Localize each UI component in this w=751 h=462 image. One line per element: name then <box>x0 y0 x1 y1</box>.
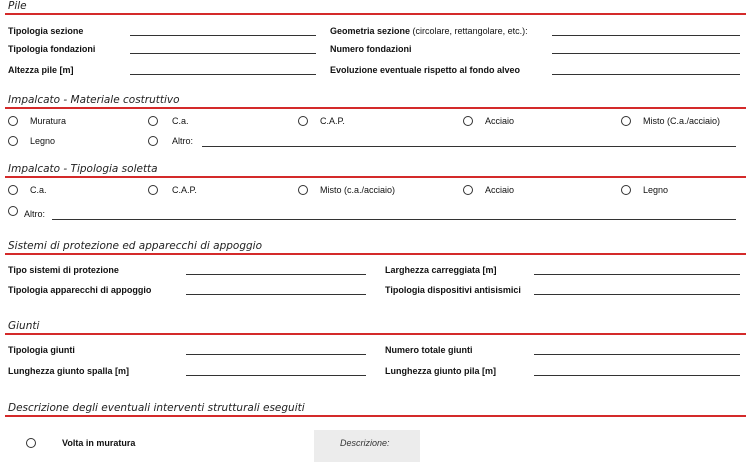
section-title-pile: Pile <box>8 0 27 12</box>
geometria-sezione-label-text: Geometria sezione <box>330 26 411 36</box>
soletta-ca-label: C.a. <box>30 185 47 195</box>
section-divider <box>5 415 746 417</box>
lunghezza-pila-label: Lunghezza giunto pila [m] <box>385 366 496 376</box>
geometria-sezione-label <box>330 26 528 36</box>
section-title-protezione: Sistemi di protezione ed apparecchi di appoggio <box>8 240 262 252</box>
option-legno-label: Legno <box>30 136 56 146</box>
soletta-altro-label: Altro: <box>24 209 46 219</box>
soletta-legno-label: Legno <box>643 185 669 195</box>
radio-cap[interactable] <box>298 116 308 126</box>
tipologia-sezione-field[interactable] <box>130 35 316 36</box>
option-muratura-label: Muratura <box>30 116 67 126</box>
radio-soletta-cap[interactable] <box>148 185 158 195</box>
larghezza-label: Larghezza carreggiata [m] <box>385 265 497 275</box>
descrizione-label: Descrizione: <box>340 438 390 448</box>
soletta-acciaio-label: Acciaio <box>485 185 515 195</box>
option-cap-label: C.A.P. <box>320 116 345 126</box>
altro-materiale-field[interactable] <box>202 146 736 147</box>
dispositivi-field[interactable] <box>534 294 740 295</box>
tipologia-fondazioni-field[interactable] <box>130 53 316 54</box>
numero-totale-field[interactable] <box>534 354 740 355</box>
tipologia-sezione-label: Tipologia sezione <box>8 26 84 36</box>
tipologia-fondazioni-label: Tipologia fondazioni <box>8 44 96 54</box>
section-title-materiale: Impalcato - Materiale costruttivo <box>8 94 180 106</box>
tipologia-apparecchi-field[interactable] <box>186 294 366 295</box>
radio-misto[interactable] <box>621 116 631 126</box>
geometria-sezione-note: (circolare, rettangolare, etc.): <box>412 26 528 36</box>
section-title-interventi: Descrizione degli eventuali interventi strutturali eseguiti <box>8 402 305 414</box>
lunghezza-spalla-field[interactable] <box>186 375 366 376</box>
altro-soletta-field[interactable] <box>52 219 736 220</box>
radio-soletta-acciaio[interactable] <box>463 185 473 195</box>
section-divider <box>5 13 746 15</box>
tipologia-apparecchi-label: Tipologia apparecchi di appoggio <box>8 285 152 295</box>
radio-soletta-misto[interactable] <box>298 185 308 195</box>
radio-altro[interactable] <box>148 136 158 146</box>
tipo-sistemi-label: Tipo sistemi di protezione <box>8 265 119 275</box>
dispositivi-label: Tipologia dispositivi antisismici <box>385 285 521 295</box>
section-divider <box>5 333 746 335</box>
soletta-misto-label: Misto (c.a./acciaio) <box>320 185 396 195</box>
section-divider <box>5 176 746 178</box>
section-title-giunti: Giunti <box>8 320 40 332</box>
lunghezza-pila-field[interactable] <box>534 375 740 376</box>
radio-muratura[interactable] <box>8 116 18 126</box>
radio-volta-muratura[interactable] <box>26 438 36 448</box>
radio-ca[interactable] <box>148 116 158 126</box>
section-title-soletta: Impalcato - Tipologia soletta <box>8 163 158 175</box>
option-ca-label: C.a. <box>172 116 189 126</box>
evoluzione-label: Evoluzione eventuale rispetto al fondo alveo <box>330 65 521 75</box>
geometria-sezione-field[interactable] <box>552 35 740 36</box>
radio-soletta-ca[interactable] <box>8 185 18 195</box>
section-divider <box>5 107 746 109</box>
radio-soletta-legno[interactable] <box>621 185 631 195</box>
radio-legno[interactable] <box>8 136 18 146</box>
tipologia-giunti-label: Tipologia giunti <box>8 345 75 355</box>
tipo-sistemi-field[interactable] <box>186 274 366 275</box>
numero-totale-label: Numero totale giunti <box>385 345 473 355</box>
numero-fondazioni-field[interactable] <box>552 53 740 54</box>
altezza-pile-label: Altezza pile [m] <box>8 65 74 75</box>
altezza-pile-field[interactable] <box>130 74 316 75</box>
radio-soletta-altro[interactable] <box>8 206 18 216</box>
option-altro-label: Altro: <box>172 136 194 146</box>
evoluzione-field[interactable] <box>552 74 740 75</box>
larghezza-field[interactable] <box>534 274 740 275</box>
volta-muratura-label: Volta in muratura <box>62 438 136 448</box>
soletta-cap-label: C.A.P. <box>172 185 197 195</box>
option-misto-label: Misto (C.a./acciaio) <box>643 116 721 126</box>
section-divider <box>5 253 746 255</box>
tipologia-giunti-field[interactable] <box>186 354 366 355</box>
radio-acciaio[interactable] <box>463 116 473 126</box>
lunghezza-spalla-label: Lunghezza giunto spalla [m] <box>8 366 129 376</box>
option-acciaio-label: Acciaio <box>485 116 515 126</box>
numero-fondazioni-label: Numero fondazioni <box>330 44 412 54</box>
